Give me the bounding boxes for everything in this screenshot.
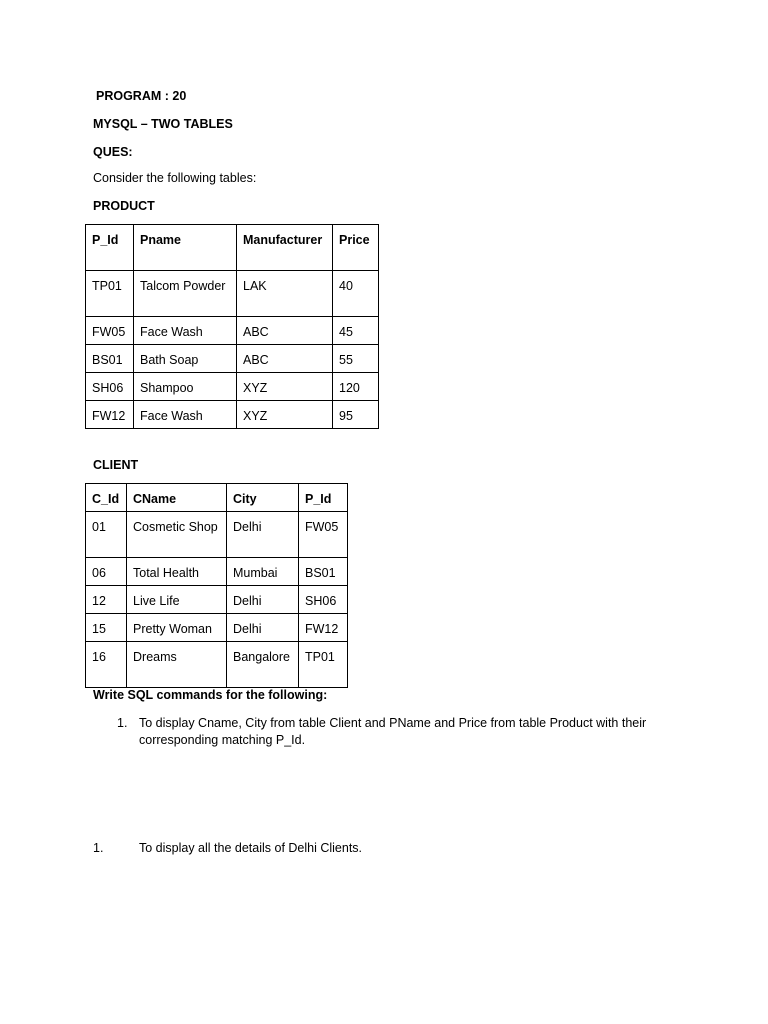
client-table-title: CLIENT bbox=[93, 458, 139, 472]
table-cell: 120 bbox=[333, 373, 379, 401]
table-row bbox=[86, 586, 348, 614]
ques-label: QUES: bbox=[93, 145, 133, 159]
table-row bbox=[86, 642, 348, 688]
question-1-text-line2: corresponding matching P_Id. bbox=[139, 733, 306, 747]
product-table-title: PRODUCT bbox=[93, 199, 155, 213]
question-1-text-line1: To display Cname, City from table Client and PName and Price from table Product with their bbox=[139, 716, 647, 730]
product-header-price: Price bbox=[333, 225, 379, 271]
table-row bbox=[86, 401, 379, 429]
table-cell: FW12 bbox=[299, 614, 348, 642]
table-cell: ABC bbox=[237, 345, 333, 373]
table-row bbox=[86, 317, 379, 345]
table-cell: Live Life bbox=[127, 586, 227, 614]
table-cell: 45 bbox=[333, 317, 379, 345]
question-2-number: 1. bbox=[93, 841, 104, 855]
table-cell: FW05 bbox=[86, 317, 134, 345]
client-header-city: City bbox=[227, 484, 299, 512]
table-cell: Dreams bbox=[127, 642, 227, 688]
table-cell: Pretty Woman bbox=[127, 614, 227, 642]
table-cell: SH06 bbox=[86, 373, 134, 401]
product-header-manufacturer: Manufacturer bbox=[237, 225, 333, 271]
table-cell: 95 bbox=[333, 401, 379, 429]
table-cell: 06 bbox=[86, 558, 127, 586]
table-cell: Shampoo bbox=[134, 373, 237, 401]
subject-heading: MYSQL – TWO TABLES bbox=[93, 117, 233, 131]
intro-text: Consider the following tables: bbox=[93, 171, 257, 185]
product-header-pname: Pname bbox=[134, 225, 237, 271]
table-cell: Bangalore bbox=[227, 642, 299, 688]
product-table bbox=[85, 224, 379, 429]
table-cell: TP01 bbox=[299, 642, 348, 688]
table-cell: 16 bbox=[86, 642, 127, 688]
question-2-text: To display all the details of Delhi Clients. bbox=[139, 841, 363, 855]
product-header-row bbox=[86, 225, 379, 271]
table-row bbox=[86, 373, 379, 401]
table-row bbox=[86, 345, 379, 373]
table-cell: FW05 bbox=[299, 512, 348, 558]
table-cell: Face Wash bbox=[134, 401, 237, 429]
table-cell: TP01 bbox=[86, 271, 134, 317]
table-cell: XYZ bbox=[237, 373, 333, 401]
table-cell: Cosmetic Shop bbox=[127, 512, 227, 558]
table-cell: Bath Soap bbox=[134, 345, 237, 373]
table-cell: 55 bbox=[333, 345, 379, 373]
table-cell: Delhi bbox=[227, 586, 299, 614]
table-cell: LAK bbox=[237, 271, 333, 317]
client-header-cname: CName bbox=[127, 484, 227, 512]
table-cell: 12 bbox=[86, 586, 127, 614]
table-row bbox=[86, 512, 348, 558]
table-cell: BS01 bbox=[299, 558, 348, 586]
table-cell: Delhi bbox=[227, 614, 299, 642]
table-cell: Delhi bbox=[227, 512, 299, 558]
instructions-heading: Write SQL commands for the following: bbox=[93, 688, 328, 702]
table-cell: BS01 bbox=[86, 345, 134, 373]
table-cell: Face Wash bbox=[134, 317, 237, 345]
table-cell: 01 bbox=[86, 512, 127, 558]
table-cell: XYZ bbox=[237, 401, 333, 429]
table-row bbox=[86, 614, 348, 642]
client-header-pid: P_Id bbox=[299, 484, 348, 512]
table-cell: Talcom Powder bbox=[134, 271, 237, 317]
table-cell: Mumbai bbox=[227, 558, 299, 586]
question-1-number: 1. bbox=[117, 716, 128, 730]
table-cell: ABC bbox=[237, 317, 333, 345]
client-header-row bbox=[86, 484, 348, 512]
table-row bbox=[86, 271, 379, 317]
client-table bbox=[85, 483, 348, 688]
table-cell: Total Health bbox=[127, 558, 227, 586]
table-cell: 40 bbox=[333, 271, 379, 317]
program-heading: PROGRAM : 20 bbox=[96, 89, 187, 103]
table-cell: FW12 bbox=[86, 401, 134, 429]
table-row bbox=[86, 558, 348, 586]
table-cell: SH06 bbox=[299, 586, 348, 614]
table-cell: 15 bbox=[86, 614, 127, 642]
product-header-pid: P_Id bbox=[86, 225, 134, 271]
client-header-cid: C_Id bbox=[86, 484, 127, 512]
